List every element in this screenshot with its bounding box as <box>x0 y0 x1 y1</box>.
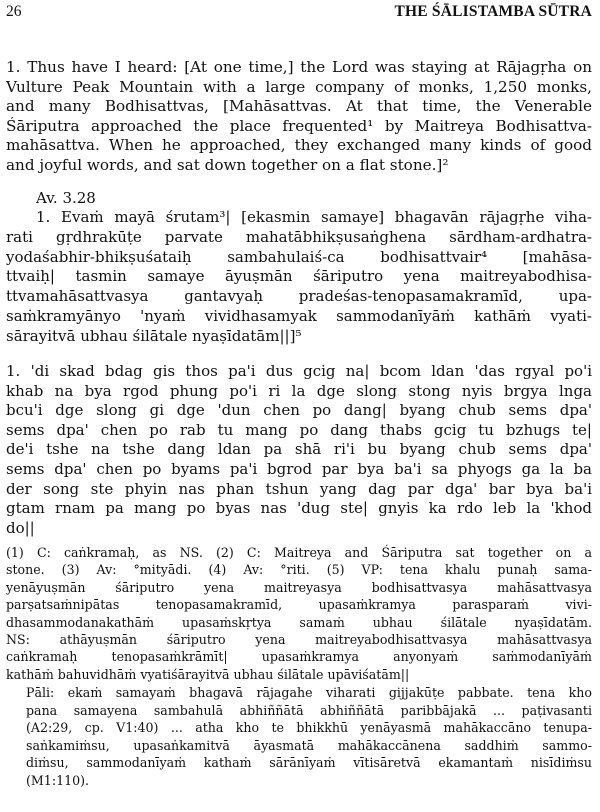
footnote-line: stone. (3) Av: °mityādi. (4) Av: °riti. (5) VP: tena khalu punaḥ sama- <box>6 562 592 578</box>
text-line: ttvaiḥ| tasmin samaye āyuṣmān śāriputro yena maitreyabodhisa- <box>6 267 592 286</box>
pali-line: pana samayena sambahulā abhiññātā abhiññātā paribbājakā ... paṭivasanti <box>26 702 592 718</box>
pali-line: saṅkamiṁsu, upasaṅkamitvā āyasmatā mahākaccānena saddhiṁ sammo- <box>26 737 592 753</box>
text-line: sems dpa' chen po rab tu mang po dang thabs gcig tu bzhugs te| <box>6 420 592 439</box>
text-line: and joyful words, and sat down together on a flat stone.]² <box>6 155 449 174</box>
text-line: 1. 'di skad bdag gis thos pa'i dus gcig na| bcom ldan 'das rgyal po'i <box>6 362 592 380</box>
footnotes <box>6 544 592 683</box>
pali-line: (A2:29, cp. V1:40) ... atha kho te bhikkhū yenāyasmā mahākaccāno tenupa- <box>26 720 592 736</box>
tibetan-paragraph <box>6 362 592 538</box>
text-line: saṁkramyānyo 'nyaṁ vividhasamyak sammodanīyāṁ kathāṁ vyati- <box>6 306 592 325</box>
text-line: sems dpa' chen po byams pa'i bgrod par bya ba'i sa phyogs ga la ba <box>6 459 592 478</box>
text-line: Vulture Peak Mountain with a large company of monks, 1,250 monks, <box>6 77 592 96</box>
footnote-line: kathāṁ bahuvidhāṁ vyatiśārayitvā ubhau śilātale upāviśatām|| <box>6 666 410 682</box>
text-line: sārayitvā ubhau śilātale nyaṣīdatām||]⁵ <box>6 326 302 345</box>
text-line: rati gṛdhrakūṭe parvate mahatābhikṣusaṅghena sārdham-ardhatra- <box>6 227 592 246</box>
footnote-line: parṣatsaṁnipātas tenopasamakramīd, upasaṁkramya parasparaṁ vivi- <box>6 597 592 613</box>
text-line: gtam rnam pa mang po byas nas 'dug ste| gnyis ka rdo leb la 'khod <box>6 499 592 518</box>
source-reference: Av. 3.28 <box>36 189 96 207</box>
text-line: ttvamahāsattvasya gantavyaḥ pradeśas-tenopasamakramīd, upa- <box>6 287 592 306</box>
pali-parallel-note <box>26 684 592 790</box>
text-line: Śāriputra approached the place frequented¹ by Maitreya Bodhisattva- <box>6 116 592 135</box>
running-head: THE ŚĀLISTAMBA SŪTRA <box>394 3 592 20</box>
pali-line: (M1:110). <box>26 772 90 788</box>
pali-line: Pāli: ekaṁ samayaṁ bhagavā rājagahe viharati gijjakūṭe pabbate. tena kho <box>26 685 592 700</box>
text-line: der song ste phyin nas phan tshun yang dag par dga' bar bya ba'i <box>6 479 592 498</box>
pali-line: diṁsu, sammodanīyaṁ kathaṁ sārānīyaṁ vītisāretvā ekamantaṁ nisīdiṁsu <box>26 755 592 771</box>
footnote-line: caṅkramaḥ tenopasaṁkrāmīt| upasaṁkramya anyonyaṁ saṁmodanīyāṁ <box>6 649 592 665</box>
text-line: mahāsattva. When he approached, they exchanged many kinds of good <box>6 136 592 155</box>
sanskrit-paragraph <box>6 208 592 347</box>
text-line: bcu'i dge slong gi dge 'dun chen po dang| byang chub sems dpa' <box>6 401 592 420</box>
text-line: and many Bodhisattvas, [Mahāsattvas. At that time, the Venerable <box>6 97 592 116</box>
footnote-line: yenāyuṣmān śāriputro yena maitreyasya bodhisattvasya mahāsattvasya <box>6 579 592 595</box>
footnote-line: dhasammodanakathāṁ upasaṁskṛtya samaṁ ubhau śilātale nyaṣīdatām. <box>6 614 592 630</box>
footnote-line: (1) C: caṅkramaḥ, as NS. (2) C: Maitreya and Śāriputra sat together on a <box>6 545 592 560</box>
text-line: do|| <box>6 518 35 537</box>
footnote-line: NS: athāyuṣmān śāriputro yena maitreyabodhisattvasya mahāsattvasya <box>6 632 592 648</box>
text-line: de'i tshe na tshe dang ldan pa shā ri'i bu byang chub sems dpa' <box>6 440 592 459</box>
page-number: 26 <box>6 3 22 20</box>
text-line: 1. Thus have I heard: [At one time,] the Lord was staying at Rājagṛha on <box>6 58 592 76</box>
text-line: yodaśabhir-bhikṣuśataiḥ sambahulaiś-ca bodhisattvair⁴ [mahāsa- <box>6 247 592 266</box>
page-header <box>6 3 592 23</box>
text-line: 1. Evaṁ mayā śrutam³| [ekasmin samaye] bhagavān rājagṛhe viha- <box>36 208 592 226</box>
english-translation-paragraph <box>6 58 592 176</box>
text-line: khab na bya rgod phung po'i ri la dge slong stong nyis brgya lnga <box>6 381 592 400</box>
